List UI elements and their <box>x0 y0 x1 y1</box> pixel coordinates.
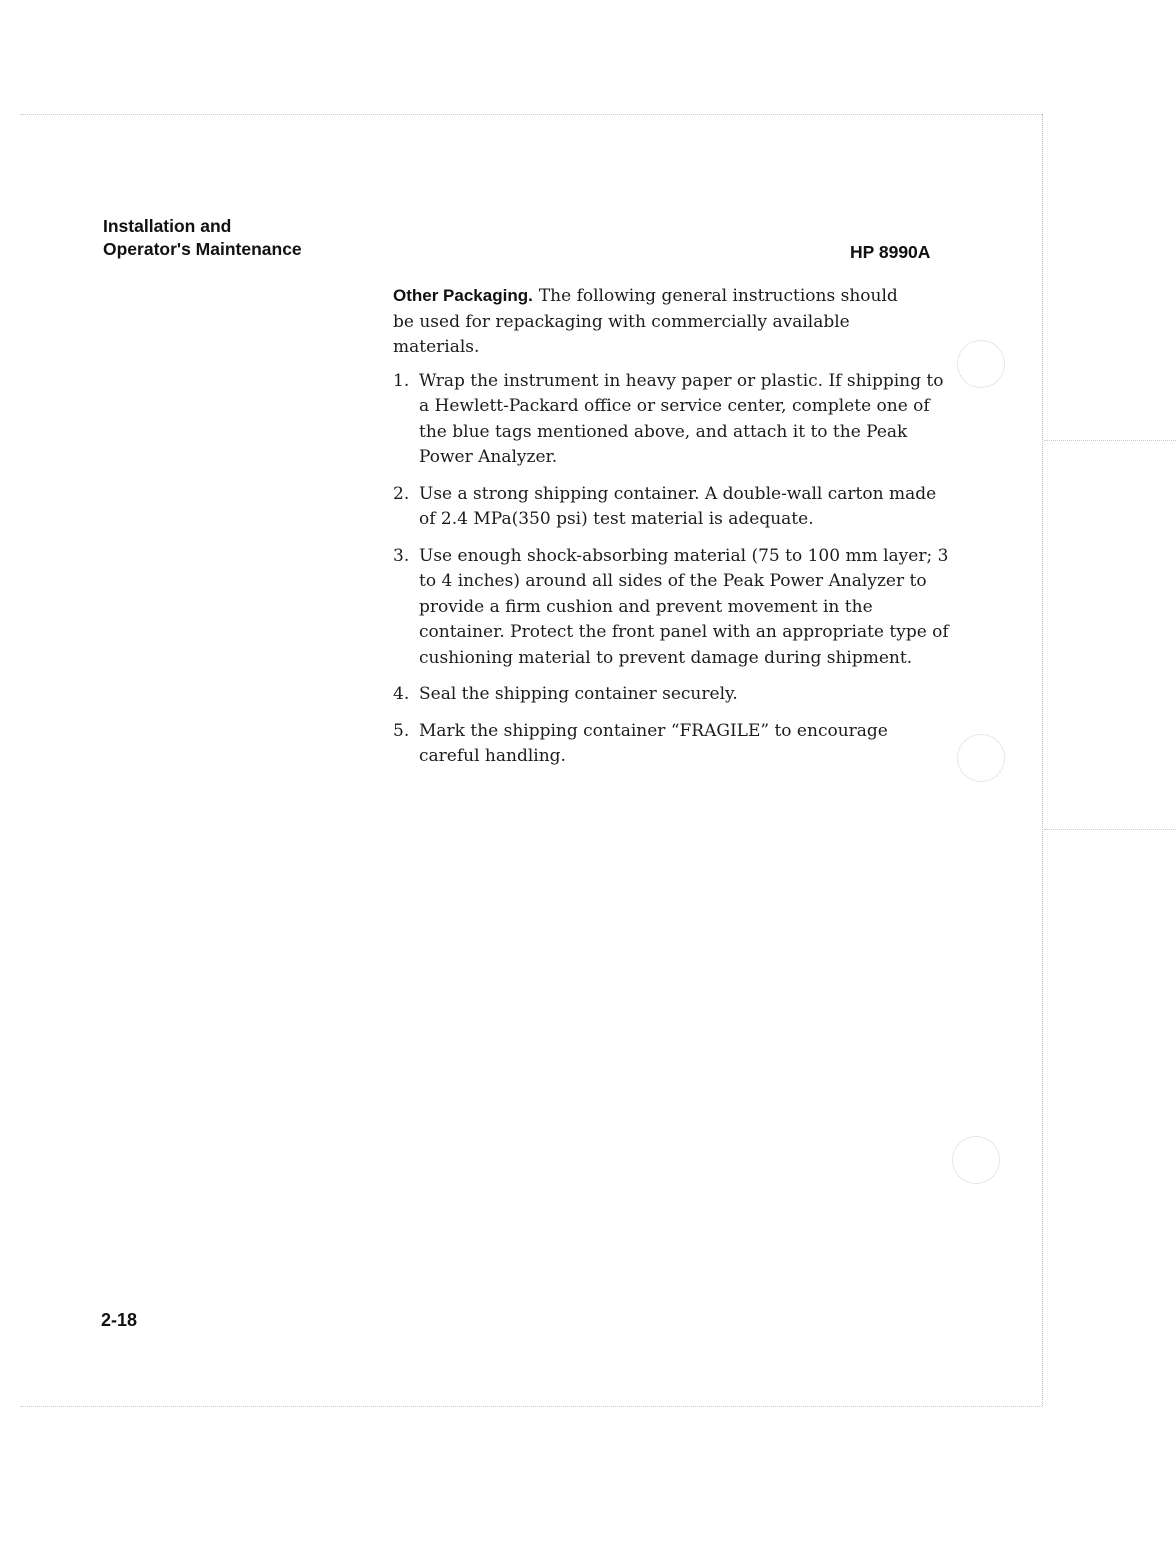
step-text: Use enough shock-absorbing material (75 to 100 mm layer; 3 to 4 inches) around all sides of the Peak Power Analyzer to provide a firm cushion and prevent movement in the container. Protect the front panel with an appropriate type of cushioning material to prevent damage during shipment. <box>419 545 949 668</box>
step-number: 2. <box>393 483 410 504</box>
instruction-step <box>393 369 949 471</box>
step-text: Seal the shipping container securely. <box>419 684 738 704</box>
section-heading-line1: Installation and <box>103 216 232 236</box>
instruction-step <box>393 719 949 770</box>
instruction-step <box>393 544 949 672</box>
step-number: 4. <box>393 684 410 704</box>
step-text: Use a strong shipping container. A double-wall carton made of 2.4 MPa(350 psi) test material is adequate. <box>419 483 937 529</box>
intro-paragraph <box>393 283 913 361</box>
section-heading <box>103 215 302 261</box>
step-text: Mark the shipping container “FRAGILE” to encourage careful handling. <box>419 720 888 766</box>
step-number: 3. <box>393 545 410 566</box>
page-number: 2-18 <box>101 1310 138 1330</box>
section-heading-line2: Operator's Maintenance <box>103 239 302 259</box>
punch-hole <box>957 734 1005 782</box>
body-content <box>393 283 953 781</box>
run-in-heading: Other Packaging. <box>393 286 533 305</box>
instruction-list <box>393 369 953 770</box>
document-id: HP 8990A <box>850 242 931 262</box>
page-edge-bottom <box>20 1406 1042 1407</box>
intro-text: The following general instructions should be used for repackaging with commercially available materials. <box>393 286 898 357</box>
instruction-step <box>393 482 949 533</box>
step-text: Wrap the instrument in heavy paper or plastic. If shipping to a Hewlett-Packard office or service center, complete one of the blue tags mentioned above, and attach it to the Peak Power Analyzer. <box>419 370 944 467</box>
page-edge-tab <box>1044 440 1176 441</box>
page-edge-tab <box>1044 829 1176 830</box>
step-number: 5. <box>393 720 410 741</box>
page-edge-right <box>1042 114 1043 1406</box>
punch-hole <box>952 1136 1000 1184</box>
punch-hole <box>957 340 1005 388</box>
instruction-step <box>393 682 949 708</box>
step-number: 1. <box>393 370 410 391</box>
page-edge-top <box>20 114 1042 115</box>
